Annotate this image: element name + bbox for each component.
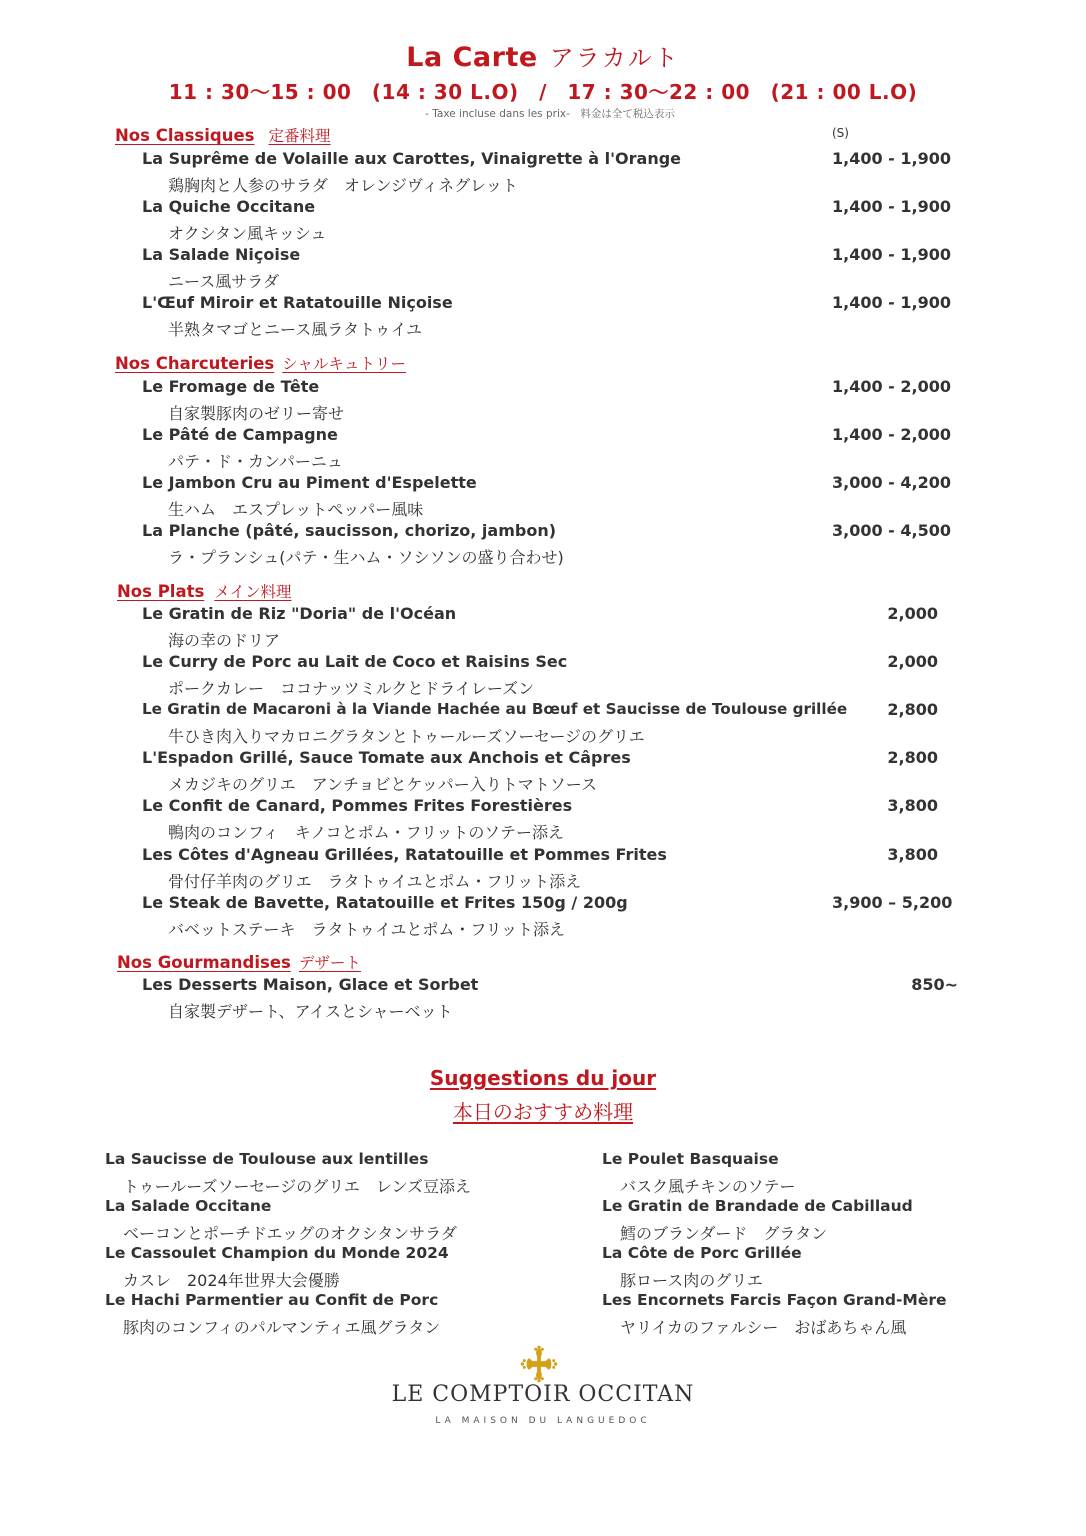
item-name: Le Pâté de Campagne <box>142 425 338 444</box>
suggestion-name: Le Poulet Basquaise <box>602 1150 779 1168</box>
section-title-jp: シャルキュトリー <box>282 355 406 373</box>
section-title-classiques <box>115 124 331 146</box>
menu-item <box>142 893 952 941</box>
item-name: Les Côtes d'Agneau Grillées, Ratatouille et Pommes Frites <box>142 845 667 864</box>
menu-item <box>142 293 952 341</box>
suggestions-title-jp: 本日のおすすめ料理 <box>452 1100 634 1124</box>
item-name-jp: パテ・ド・カンパーニュ <box>168 452 343 471</box>
item-name: L'Œuf Miroir et Ratatouille Niçoise <box>142 293 453 312</box>
item-name-jp: メカジキのグリエ アンチョビとケッパー入りトマトソース <box>168 775 597 794</box>
item-name-jp: 牛ひき肉入りマカロニグラタンとトゥールーズソーセージのグリエ <box>168 727 645 746</box>
item-name: Le Jambon Cru au Piment d'Espelette <box>142 473 477 492</box>
item-price: 2,800 <box>887 700 938 719</box>
menu-item <box>142 700 952 748</box>
suggestion-name: Le Gratin de Brandade de Cabillaud <box>602 1197 913 1215</box>
section-title-jp: デザート <box>298 954 361 972</box>
section-title-jp: 定番料理 <box>268 127 331 145</box>
suggestion-item <box>602 1244 1072 1292</box>
section-title-plats <box>117 580 292 602</box>
suggestion-name-jp: 豚肉のコンフィのパルマンティエ風グラタン <box>123 1318 441 1337</box>
item-name: L'Espadon Grillé, Sauce Tomate aux Anchois et Câpres <box>142 748 631 767</box>
section-title-fr: Nos Classiques <box>115 126 255 145</box>
item-name: Le Curry de Porc au Lait de Coco et Raisins Sec <box>142 652 568 671</box>
item-name-jp: 鴨肉のコンフィ キノコとポム・フリットのソテー添え <box>168 823 565 842</box>
item-price: 850~ <box>911 975 958 994</box>
section-title-jp: メイン料理 <box>214 583 292 601</box>
opening-hours: 11 : 30～15 : 00 (14 : 30 L.O) / 17 : 30～22 : 00 (21 : 00 L.O) <box>168 80 918 104</box>
suggestion-name: La Salade Occitane <box>105 1197 272 1215</box>
suggestion-name-jp: カスレ 2024年世界大会優勝 <box>123 1271 340 1290</box>
suggestion-name-jp: 鱈のブランダード グラタン <box>620 1224 828 1243</box>
suggestion-name: Le Cassoulet Champion du Monde 2024 <box>105 1244 449 1262</box>
section-title-fr: Nos Charcuteries <box>115 354 275 373</box>
item-price: 1,400 - 2,000 <box>832 377 951 396</box>
menu-item <box>142 149 952 197</box>
suggestion-name: La Côte de Porc Grillée <box>602 1244 802 1262</box>
suggestion-item <box>105 1197 575 1245</box>
section-title-charcuteries <box>115 352 406 374</box>
suggestion-item <box>105 1244 575 1292</box>
item-price: 1,400 - 1,900 <box>832 293 951 312</box>
item-price: 3,000 - 4,500 <box>832 521 951 540</box>
item-name: La Quiche Occitane <box>142 197 316 216</box>
menu-item <box>142 473 952 521</box>
item-price: 1,400 - 1,900 <box>832 149 951 168</box>
occitan-cross-icon <box>520 1345 558 1383</box>
menu-title <box>0 38 1086 73</box>
menu-item <box>142 377 952 425</box>
menu-title-jp: アラカルト <box>549 44 680 72</box>
item-price: 2,800 <box>887 748 938 767</box>
item-name: Les Desserts Maison, Glace et Sorbet <box>142 975 479 994</box>
price-unit: (S) <box>832 126 849 140</box>
suggestion-name-jp: バスク風チキンのソテー <box>620 1177 796 1196</box>
item-name: Le Confit de Canard, Pommes Frites Forestières <box>142 796 573 815</box>
item-name: La Suprême de Volaille aux Carottes, Vinaigrette à l'Orange <box>142 149 682 168</box>
suggestion-name-jp: ヤリイカのファルシー おばあちゃん風 <box>620 1318 907 1337</box>
suggestions-title: Suggestions du jour <box>429 1066 657 1090</box>
item-price: 3,900 – 5,200 <box>832 893 953 912</box>
suggestion-name-jp: 豚ロース肉のグリエ <box>620 1271 763 1290</box>
item-price: 2,000 <box>887 652 938 671</box>
item-name-jp: 骨付仔羊肉のグリエ ラタトゥイユとポム・フリット添え <box>168 872 582 891</box>
item-name-jp: 半熟タマゴとニース風ラタトゥイユ <box>168 320 423 339</box>
item-name-jp: バベットステーキ ラタトゥイユとポム・フリット添え <box>168 920 566 939</box>
item-name: Le Steak de Bavette, Ratatouille et Frites 150g / 200g <box>142 893 628 912</box>
item-name-jp: ラ・プランシュ(パテ・生ハム・ソシソンの盛り合わせ) <box>168 548 564 567</box>
menu-item <box>142 425 952 473</box>
item-name-jp: 自家製豚肉のゼリー寄せ <box>168 404 345 423</box>
item-name-jp: ポークカレー ココナッツミルクとドライレーズン <box>168 679 535 698</box>
menu-item <box>142 604 952 652</box>
item-price: 1,400 - 1,900 <box>832 245 951 264</box>
logo-name: LE COMPTOIR OCCITAN <box>391 1382 695 1407</box>
item-name: Le Gratin de Riz "Doria" de l'Océan <box>142 604 457 623</box>
menu-item <box>142 521 952 569</box>
item-name-jp: 生ハム エスプレットペッパー風味 <box>168 500 424 519</box>
item-name: La Planche (pâté, saucisson, chorizo, jambon) <box>142 521 557 540</box>
suggestion-name: Le Hachi Parmentier au Confit de Porc <box>105 1291 439 1309</box>
menu-item <box>142 845 952 893</box>
item-name: La Salade Niçoise <box>142 245 301 264</box>
suggestion-item <box>105 1150 575 1198</box>
item-price: 3,000 - 4,200 <box>832 473 951 492</box>
item-name-jp: 鶏胸肉と人参のサラダ オレンジヴィネグレット <box>168 176 518 195</box>
logo-subtitle: LA MAISON DU LANGUEDOC <box>435 1416 651 1426</box>
menu-title-fr: La Carte <box>406 42 538 73</box>
item-price: 1,400 - 2,000 <box>832 425 951 444</box>
suggestion-item <box>602 1150 1072 1198</box>
suggestion-name: Les Encornets Farcis Façon Grand-Mère <box>602 1291 947 1309</box>
item-name: Le Gratin de Macaroni à la Viande Hachée au Bœuf et Saucisse de Toulouse grillée <box>142 700 848 718</box>
menu-item <box>142 652 952 700</box>
menu-item <box>142 245 952 293</box>
item-name-jp: 海の幸のドリア <box>168 631 281 650</box>
suggestion-name: La Saucisse de Toulouse aux lentilles <box>105 1150 429 1168</box>
suggestion-item <box>105 1291 575 1339</box>
item-name: Le Fromage de Tête <box>142 377 320 396</box>
menu-item <box>142 197 952 245</box>
suggestion-name-jp: トゥールーズソーセージのグリエ レンズ豆添え <box>123 1177 472 1196</box>
item-name-jp: 自家製デザート、アイスとシャーベット <box>168 1002 453 1021</box>
section-title-fr: Nos Plats <box>117 582 205 601</box>
menu-item <box>142 796 952 844</box>
tax-note: - Taxe incluse dans les prix- 料金は全て税込表示 <box>425 108 675 120</box>
item-price: 3,800 <box>887 796 938 815</box>
item-price: 1,400 - 1,900 <box>832 197 951 216</box>
item-price: 2,000 <box>887 604 938 623</box>
item-name-jp: ニース風サラダ <box>168 272 280 291</box>
suggestion-item <box>602 1197 1072 1245</box>
suggestion-name-jp: ベーコンとポーチドエッグのオクシタンサラダ <box>123 1224 457 1243</box>
item-name-jp: オクシタン風キッシュ <box>168 224 327 243</box>
item-price: 3,800 <box>887 845 938 864</box>
suggestion-item <box>602 1291 1072 1339</box>
section-title-gourmandises <box>117 951 361 973</box>
menu-item <box>142 975 958 1023</box>
section-title-fr: Nos Gourmandises <box>117 953 291 972</box>
menu-item <box>142 748 952 796</box>
